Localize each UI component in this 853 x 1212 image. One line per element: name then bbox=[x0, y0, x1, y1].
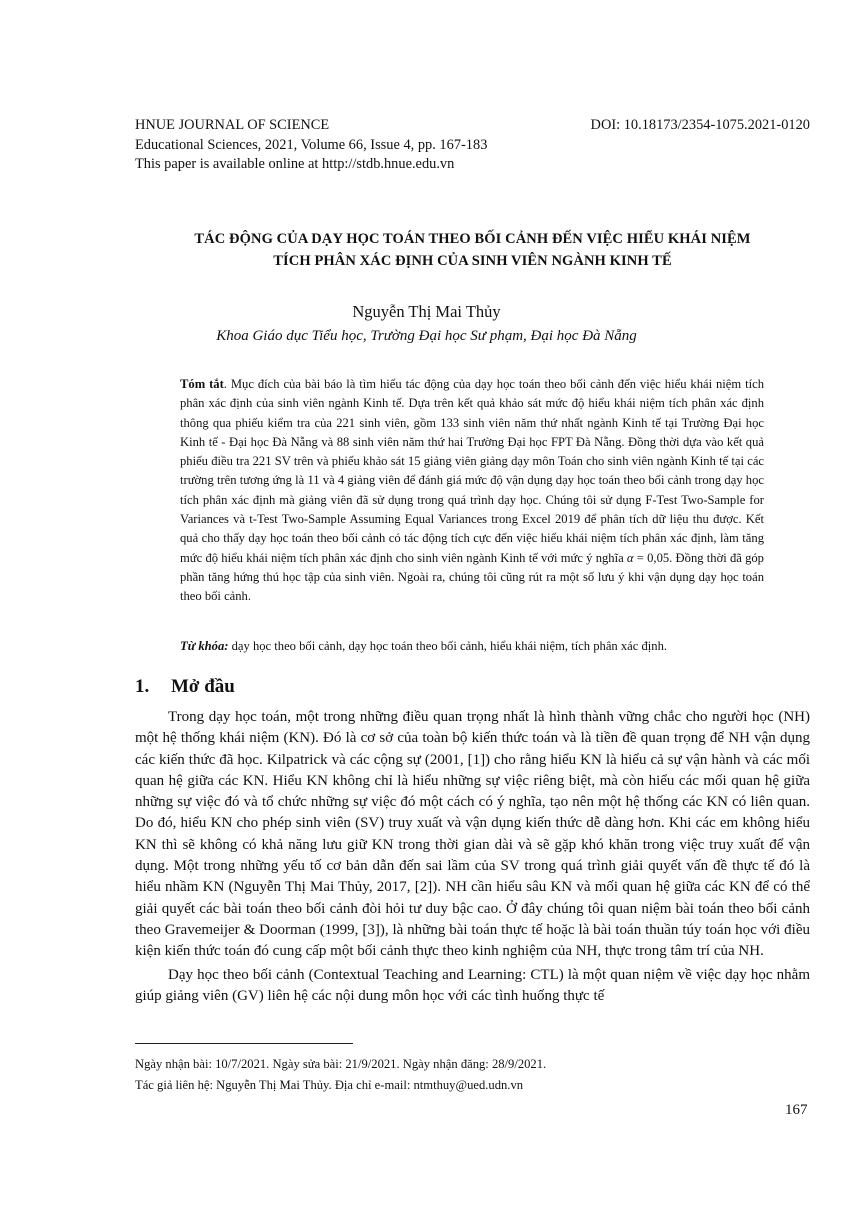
paragraph: Dạy học theo bối cảnh (Contextual Teaching and Learning: CTL) là một quan niệm về việc dạy học nhằm giúp giảng viên (GV) liên hệ các nội dung môn học với các tình huống thực tế bbox=[135, 966, 810, 1004]
paragraph: Trong dạy học toán, một trong những điều quan trọng nhất là hình thành vững chắc cho người học (NH) một hệ thống khái niệm (KN). Đó là cơ sở của toàn bộ kiến thức toán và là tiền đề quan trọng để NH vận dụng các kiến thức đã học. Kilpatrick và các cộng sự (2001, [1]) cho rằng hiểu KN là hiểu cả sự vận hành và các mối quan hệ giữa các KN. Hiểu KN không chỉ là hiểu những sự việc riêng biệt, mà còn hiểu các mối quan hệ giữa những sự việc đó và tổ chức những sự việc đó một cách có ý nghĩa, tạo nên một hệ thống các KN có liên quan. Do đó, hiểu KN cho phép sinh viên (SV) truy xuất và vận dụng kiến thức dễ dàng hơn. Khi các em không hiểu KN thì sẽ không có khả năng lưu giữ KN trong thời gian dài và sẽ gặp khó khăn trong việc truy xuất để vận dụng. Một trong những yếu tố cơ bản dẫn đến sai lầm của SV trong quá trình giải quyết vấn đề thực tế đó là hiểu nhầm KN (Nguyễn Thị Mai Thủy, 2017, [2]). NH cần hiểu sâu KN và mối quan hệ giữa các KN để có thể giải quyết các bài toán theo bối cảnh đòi hỏi tư duy bậc cao. Ở đây chúng tôi quan niệm bài toán theo bối cảnh theo Gravemeijer & Doorman (1999, [3]), là những bài toán thực tế hoặc là bài toán thuần túy toán học với điều kiện kiến thức toán đó cung cấp một bối cảnh thực theo kinh nghiệm của NH, thực trong tâm trí của NH. bbox=[135, 709, 810, 960]
keywords-label: Từ khóa: bbox=[180, 639, 229, 653]
page-number: 167 bbox=[785, 1102, 808, 1118]
author-affiliation: Khoa Giáo dục Tiểu học, Trường Đại học Sư phạm, Đại học Đà Nẵng bbox=[216, 328, 637, 344]
abstract-label: Tóm tắt bbox=[180, 377, 224, 391]
footnote-divider bbox=[135, 1043, 353, 1044]
doi[interactable]: DOI: 10.18173/2354-1075.2021-0120 bbox=[590, 117, 810, 133]
title-line-2: TÍCH PHÂN XÁC ĐỊNH CỦA SINH VIÊN NGÀNH KINH TẾ bbox=[273, 253, 672, 269]
alpha-value: = 0,05 bbox=[633, 550, 670, 565]
journal-header bbox=[135, 116, 810, 175]
issue-info: Educational Sciences, 2021, Volume 66, Issue 4, pp. 167-183 bbox=[135, 136, 488, 153]
author-name: Nguyễn Thị Mai Thủy bbox=[352, 302, 501, 321]
keywords bbox=[180, 637, 780, 656]
section-title: Mở đầu bbox=[171, 676, 235, 697]
body-text bbox=[135, 707, 810, 1007]
abstract-text-2: . Đồng thời đã góp phần tăng hứng thú học tập của sinh viên. Ngoài ra, chúng tôi cũng rút ra một số lưu ý khi vận dụng dạy học toán theo bối cảnh. bbox=[180, 550, 764, 604]
title-line-1: TÁC ĐỘNG CỦA DẠY HỌC TOÁN THEO BỐI CẢNH ĐẾN VIỆC HIỂU KHÁI NIỆM bbox=[194, 231, 751, 247]
paper-title bbox=[120, 228, 825, 272]
footnote-contact: Tác giả liên hệ: Nguyễn Thị Mai Thủy. Địa chỉ e-mail: ntmthuy@ued.udn.vn bbox=[135, 1078, 524, 1092]
footnotes bbox=[135, 1054, 810, 1096]
alpha-symbol: α bbox=[626, 550, 634, 565]
footnote-dates: Ngày nhận bài: 10/7/2021. Ngày sửa bài: 21/9/2021. Ngày nhận đăng: 28/9/2021. bbox=[135, 1057, 547, 1071]
journal-name: HNUE JOURNAL OF SCIENCE bbox=[135, 117, 330, 133]
keywords-text: dạy học theo bối cảnh, dạy học toán theo bối cảnh, hiểu khái niệm, tích phân xác định. bbox=[228, 639, 668, 653]
online-info: This paper is available online at http://stdb.hnue.edu.vn bbox=[135, 156, 455, 172]
abstract-text-1: . Mục đích của bài báo là tìm hiểu tác động của dạy học toán theo bối cảnh đến việc hiểu khái niệm tích phân xác định của sinh viên ngành Kinh tế. Dựa trên kết quả khảo sát mức độ hiểu khái niệm tích phân xác định thông qua phiếu kiểm tra của 221 sinh viên, gồm 133 sinh viên năm thứ nhất ngành Kinh tế tại Trường Đại học Kinh tế - Đại học Đà Nẵng và 88 sinh viên năm thứ hai Trường Đại học FPT Đà Nẵng. Đồng thời dựa vào kết quả phiếu điều tra 221 SV trên và phiếu khảo sát 15 giảng viên giảng dạy môn Toán cho sinh viên ngành Kinh tế tại các trường trên tương ứng là 11 và 4 giảng viên để đánh giá mức độ vận dụng dạy học toán theo bối cảnh trong dạy học tích phân xác định mà giảng viên đã sử dụng trong quá trình dạy học. Chúng tôi sử dụng F-Test Two-Sample for Variances và t-Test Two-Sample Assuming Equal Variances trong Excel 2019 để phân tích dữ liệu thu được. Kết quả cho thấy dạy học toán theo bối cảnh có tác động tích cực đến việc hiểu khái niệm tích phân xác định, làm tăng mức độ hiểu khái niệm tích phân xác định cho sinh viên ngành Kinh tế với mức ý nghĩa bbox=[180, 377, 764, 565]
section-heading bbox=[135, 676, 235, 698]
abstract bbox=[180, 375, 764, 607]
section-number: 1. bbox=[135, 676, 150, 697]
